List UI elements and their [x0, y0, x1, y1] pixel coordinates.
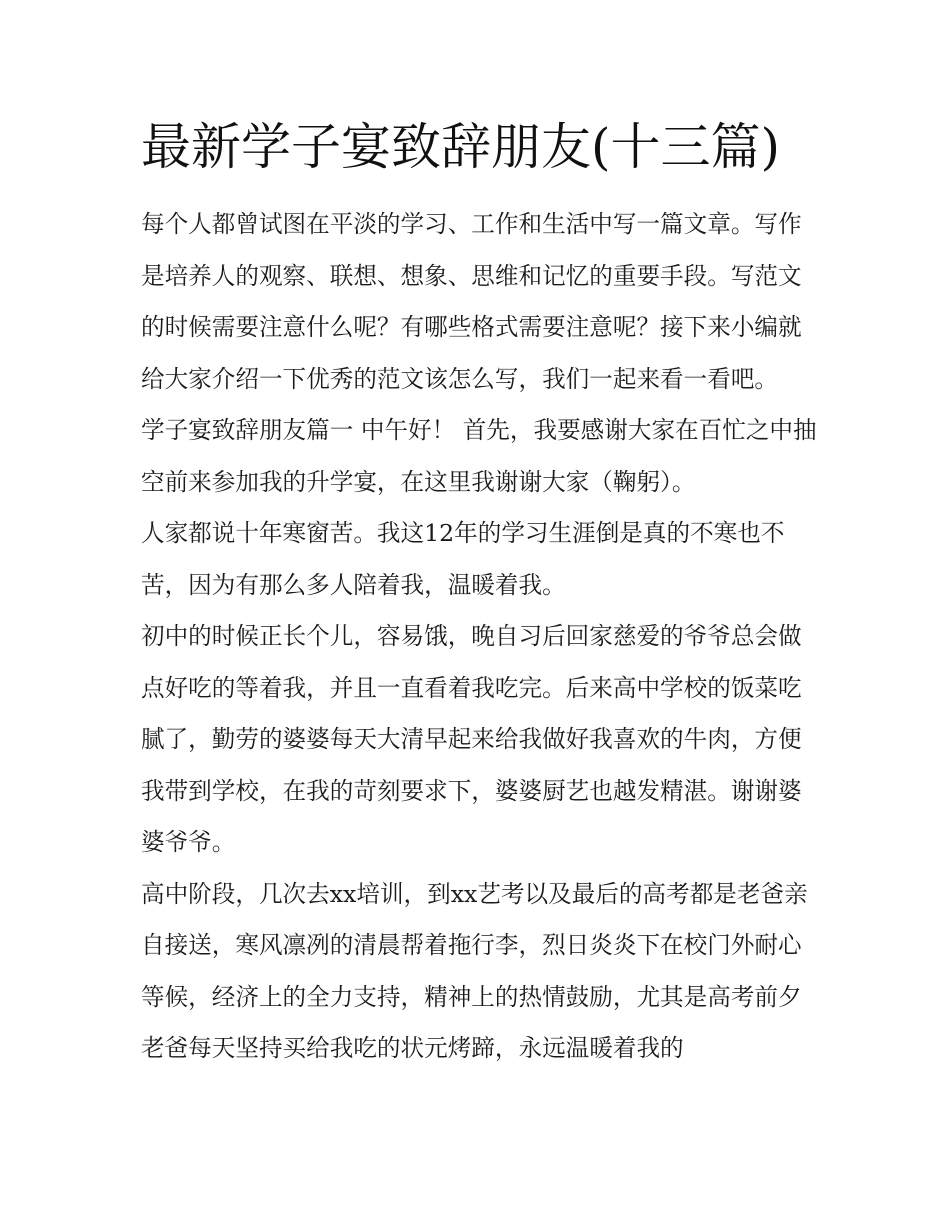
document-body: [141, 199, 821, 1075]
paragraph-intro: 每个人都曾试图在平淡的学习、工作和生活中写一篇文章。写作是培养人的观察、联想、想象、思维和记忆的重要手段。写范文的时候需要注意什么呢？有哪些格式需要注意呢？接下来小编就给大家介绍一下优秀的范文该怎么写，我们一起来看一看吧。: [141, 210, 802, 393]
paragraph-study-years: 人家都说十年寒窗苦。我这12年的学习生涯倒是真的不寒也不苦，因为有那么多人陪着我，温暖着我。: [141, 519, 785, 599]
document-title: 最新学子宴致辞朋友(十三篇): [141, 118, 781, 176]
paragraph-grandparents: 初中的时候正长个儿，容易饿，晚自习后回家慈爱的爷爷总会做点好吃的等着我，并且一直看着我吃完。后来高中学校的饭菜吃腻了，勤劳的婆婆每天大清早起来给我做好我喜欢的牛肉，方便我带到学校，在我的苛刻要求下，婆婆厨艺也越发精湛。谢谢婆婆爷爷。: [141, 622, 802, 856]
paragraph-greeting: 学子宴致辞朋友篇一 中午好！ 首先，我要感谢大家在百忙之中抽空前来参加我的升学宴，在这里我谢谢大家（鞠躬）。: [141, 416, 817, 496]
paragraph-father: 高中阶段，几次去xx培训，到xx艺考以及最后的高考都是老爸亲自接送，寒风凛冽的清晨帮着拖行李，烈日炎炎下在校门外耐心等候，经济上的全力支持，精神上的热情鼓励，尤其是高考前夕老爸每天坚持买给我吃的状元烤蹄，永远温暖着我的: [141, 879, 808, 1062]
